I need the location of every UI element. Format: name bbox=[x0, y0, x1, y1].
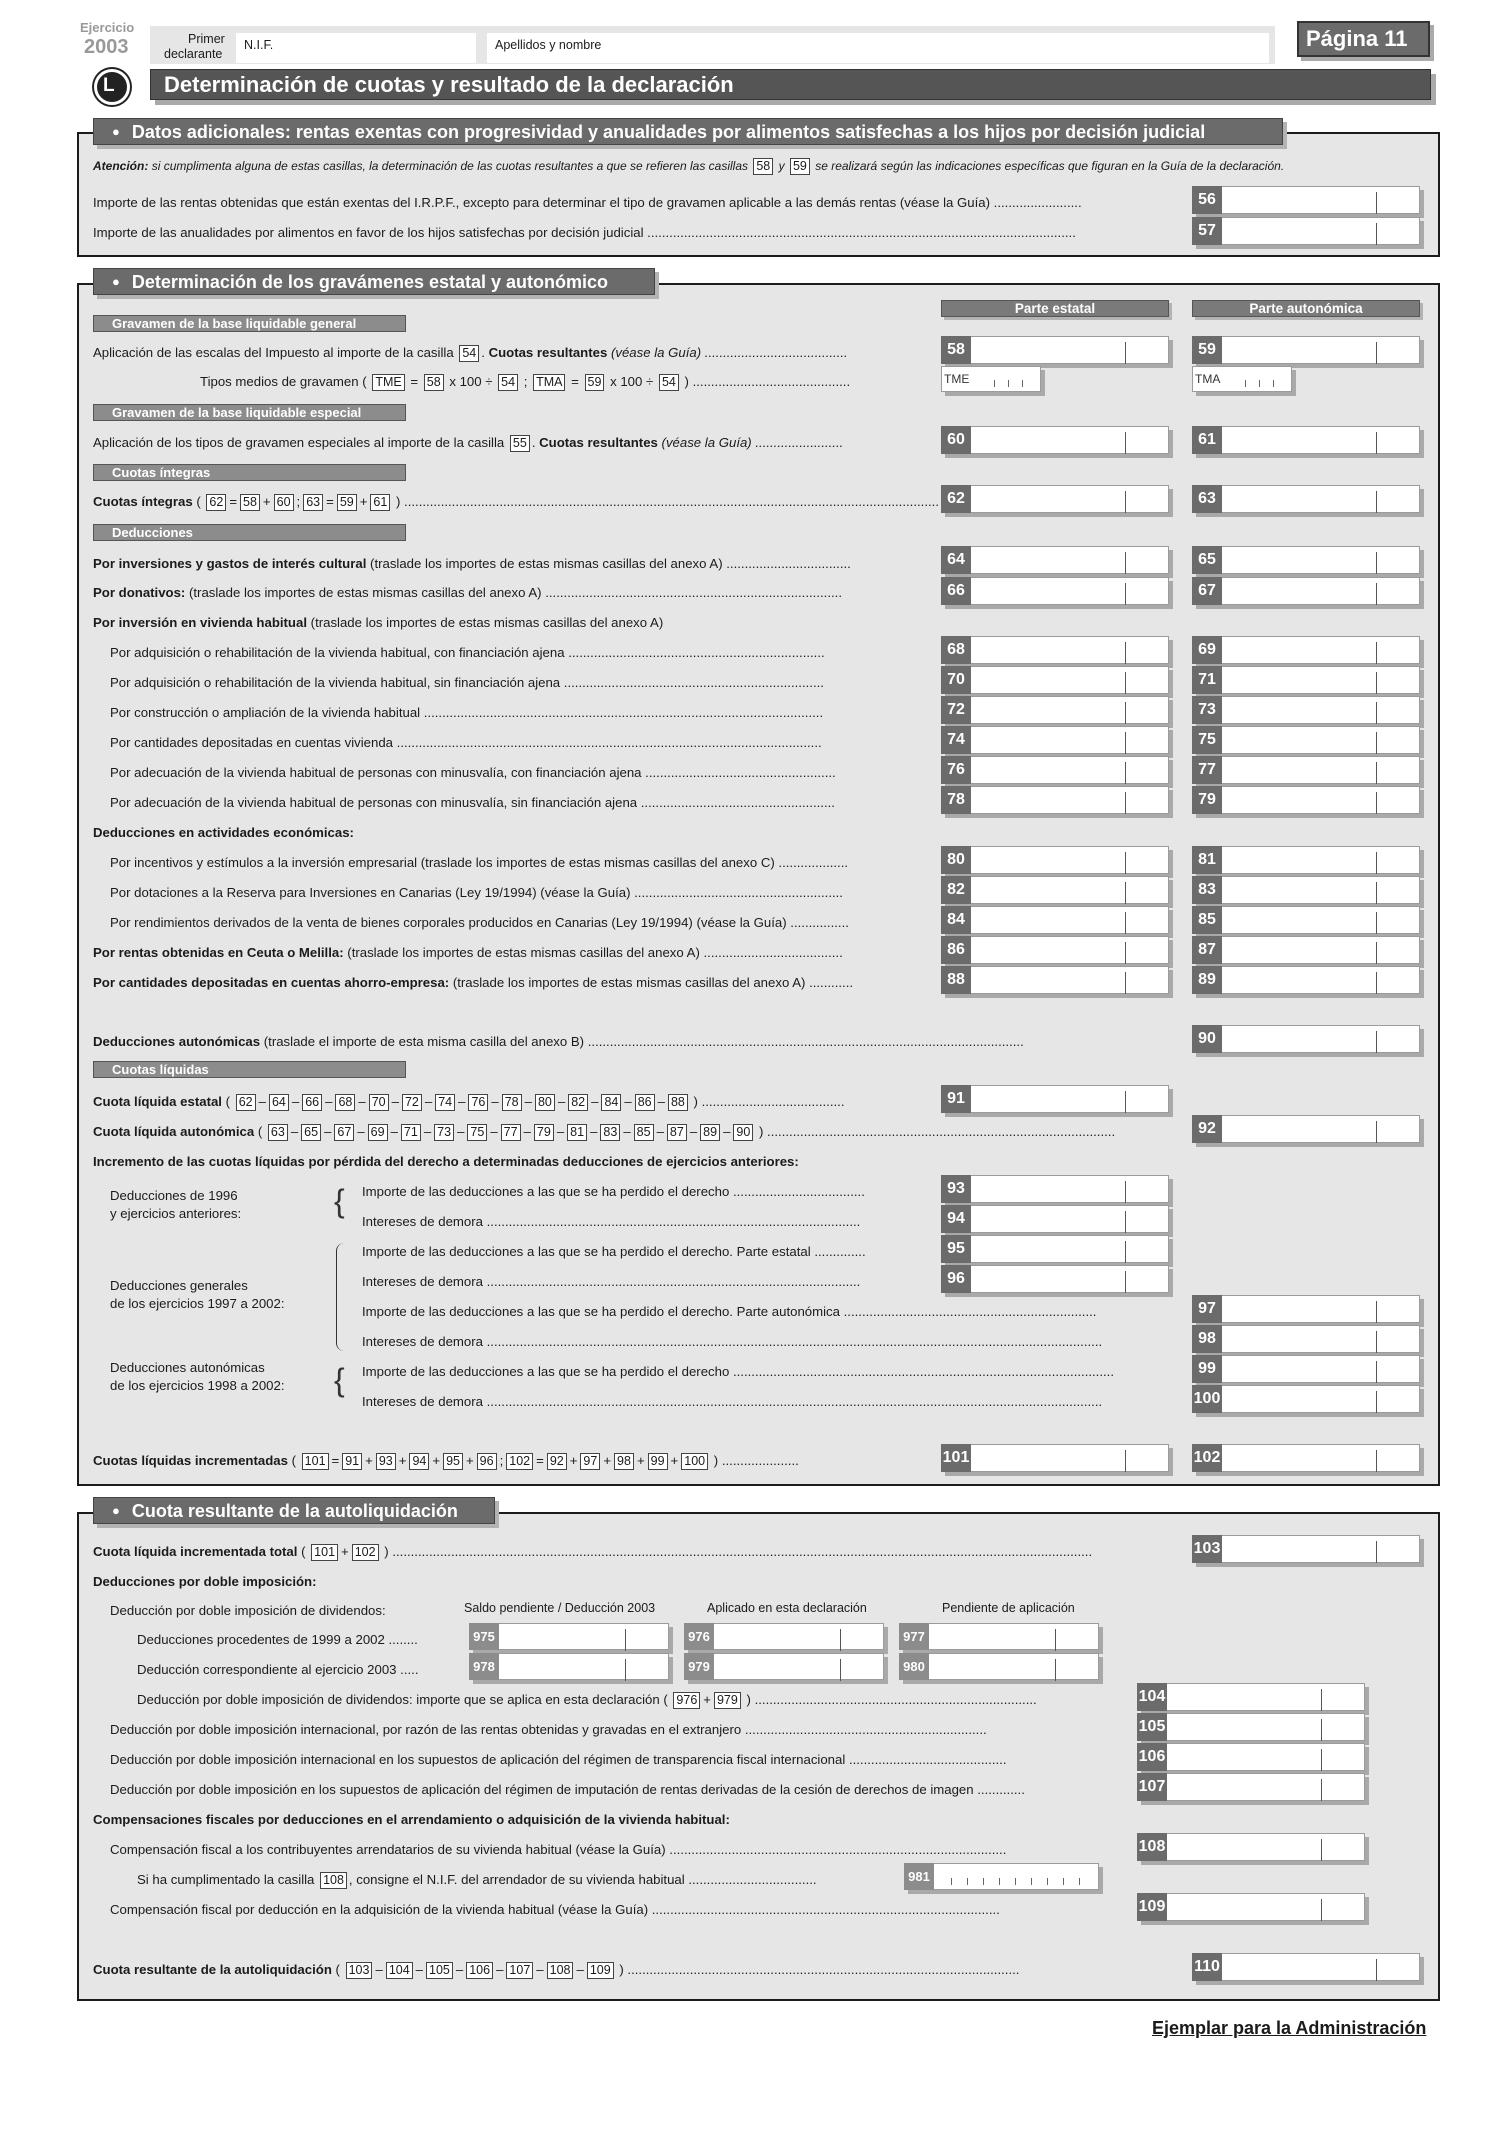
formula-box-ref: 70 bbox=[369, 1094, 389, 1111]
formula-operator: – bbox=[656, 1124, 664, 1139]
line-107-label: Deducción por doble imposición en los supuestos de aplicación del régimen de imputación de rentas derivadas de la cesión de derechos de imagen ............. bbox=[110, 1782, 1025, 1797]
formula-box-ref: 92 bbox=[547, 1453, 567, 1470]
formula-box-ref: 976 bbox=[673, 1692, 700, 1709]
formula-box-ref: 80 bbox=[535, 1094, 555, 1111]
formula-operator: + bbox=[636, 1453, 645, 1468]
apellidos-field[interactable] bbox=[487, 33, 1269, 63]
line-104-label: Deducción por doble imposición de dividendos: importe que se aplica en esta declaración ( 976 + 979 ) ............................................................................. bbox=[137, 1692, 1037, 1707]
formula-box-ref: 97 bbox=[580, 1453, 600, 1470]
formula-box-ref: 94 bbox=[409, 1453, 429, 1470]
formula-box-ref: 96 bbox=[477, 1453, 497, 1470]
formula-operator: – bbox=[358, 1094, 366, 1109]
line-72-label: Por construcción o ampliación de la vivienda habitual ............................................................................................................. bbox=[110, 705, 824, 720]
formula-box-ref: 108 bbox=[547, 1962, 574, 1979]
box-108[interactable]: 108 bbox=[1137, 1833, 1365, 1861]
formula-operator: + bbox=[341, 1544, 349, 1559]
formula-box-ref: 98 bbox=[614, 1453, 634, 1470]
formula-operator: – bbox=[556, 1124, 565, 1139]
box-76[interactable]: 76 bbox=[941, 756, 1169, 784]
line-91-label: Cuota líquida estatal ( 62 – 64 – 66 – 68 – 70 – 72 – 74 – 76 – 78 – 80 – 82 – 84 – 86 – 88 ) ....................................... bbox=[93, 1094, 845, 1109]
formula-operator: – bbox=[455, 1962, 464, 1977]
incremento-heading: Incremento de las cuotas líquidas por pérdida del derecho a determinadas deducciones de ejercicios anteriores: bbox=[93, 1154, 799, 1169]
box-65[interactable]: 65 bbox=[1192, 546, 1420, 574]
line-84-label: Por rendimientos derivados de la venta de bienes corporales producidos en Canarias (Ley 19/1994) (véase la Guía) ................ bbox=[110, 915, 849, 930]
formula-box-ref: 88 bbox=[668, 1094, 688, 1111]
box-94[interactable]: 94 bbox=[941, 1205, 1169, 1233]
line-58-label: Aplicación de las escalas del Impuesto al importe de la casilla 54 . Cuotas resultantes (véase la Guía) ....................................... bbox=[93, 345, 848, 360]
formula-box-ref: 87 bbox=[667, 1124, 687, 1141]
formula-operator: – bbox=[657, 1094, 665, 1109]
box-87[interactable]: 87 bbox=[1192, 936, 1420, 964]
line-109-label: Compensación fiscal por deducción en la adquisición de la vivienda habitual (véase la Guía) ............................................................................................... bbox=[110, 1902, 1000, 1917]
formula-operator: – bbox=[491, 1094, 499, 1109]
line-66-label: Por donativos: (traslade los importes de estas mismas casillas del anexo A) ................................................................................. bbox=[93, 585, 842, 600]
box-91[interactable]: 91 bbox=[941, 1085, 1169, 1113]
line-106-label: Deducción por doble imposición internacional en los supuestos de aplicación del régimen de transparencia fiscal internacional ........................................... bbox=[110, 1752, 1007, 1767]
box-64[interactable]: 64 bbox=[941, 546, 1169, 574]
line-74-label: Por cantidades depositadas en cuentas vivienda .................................................................................................................... bbox=[110, 735, 822, 750]
box-75[interactable]: 75 bbox=[1192, 726, 1420, 754]
group-brace-1: { bbox=[334, 1183, 345, 1219]
apellidos-label: Apellidos y nombre bbox=[495, 38, 602, 52]
formula-box-ref: 86 bbox=[635, 1094, 655, 1111]
formula-operator: – bbox=[325, 1094, 333, 1109]
row-978-label: Deducción correspondiente al ejercicio 2003 ..... bbox=[137, 1662, 419, 1677]
box-98[interactable]: 98 bbox=[1192, 1325, 1420, 1353]
box-101[interactable]: 101 bbox=[941, 1444, 1169, 1472]
band-deducciones: Deducciones bbox=[93, 524, 406, 541]
formula-box-ref: 77 bbox=[501, 1124, 521, 1141]
group-1996-a: Deducciones de 1996 bbox=[110, 1188, 238, 1203]
formula-box-ref: 109 bbox=[587, 1962, 614, 1979]
box-60[interactable]: 60 bbox=[941, 426, 1169, 454]
line-98-label: Intereses de demora ........................................................................................................................................................................ bbox=[362, 1334, 1103, 1349]
box-67[interactable]: 67 bbox=[1192, 577, 1420, 605]
box-81[interactable]: 81 bbox=[1192, 846, 1420, 874]
band-general: Gravamen de la base liquidable general bbox=[93, 315, 406, 332]
row-975-label: Deducciones procedentes de 1999 a 2002 ........ bbox=[137, 1632, 418, 1647]
formula-operator: – bbox=[458, 1094, 466, 1109]
col-parte-estatal: Parte estatal bbox=[941, 300, 1169, 317]
line-97-label: Importe de las deducciones a las que se ha perdido el derecho. Parte autonómica ..................................................................... bbox=[362, 1304, 1097, 1319]
box-96[interactable]: 96 bbox=[941, 1265, 1169, 1293]
formula-operator: + bbox=[670, 1453, 679, 1468]
formula-box-ref: 58 bbox=[240, 494, 260, 511]
box-85[interactable]: 85 bbox=[1192, 906, 1420, 934]
formula-box-ref: 62 bbox=[206, 494, 226, 511]
box-93[interactable]: 93 bbox=[941, 1175, 1169, 1203]
formula-operator: – bbox=[524, 1094, 532, 1109]
formula-operator: – bbox=[576, 1962, 584, 1977]
band-liquidas: Cuotas líquidas bbox=[93, 1061, 406, 1078]
box-99[interactable]: 99 bbox=[1192, 1355, 1420, 1383]
formula-box-ref: 85 bbox=[634, 1124, 654, 1141]
formula-box-ref: 68 bbox=[335, 1094, 355, 1111]
box-100[interactable]: 100 bbox=[1192, 1385, 1420, 1413]
band-especial: Gravamen de la base liquidable especial bbox=[93, 404, 406, 421]
declarante-label: declarante bbox=[164, 47, 223, 61]
section-letter: L bbox=[103, 75, 115, 96]
page-title: Determinación de cuotas y resultado de la declaración bbox=[164, 72, 734, 97]
col-aplicado: Aplicado en esta declaración bbox=[707, 1601, 867, 1615]
formula-operator: = bbox=[331, 1453, 340, 1468]
box-88[interactable]: 88 bbox=[941, 966, 1169, 994]
box-92[interactable]: 92 bbox=[1192, 1115, 1420, 1143]
formula-box-ref: 69 bbox=[368, 1124, 388, 1141]
formula-operator: – bbox=[357, 1124, 365, 1139]
line-57-label: Importe de las anualidades por alimentos en favor de los hijos satisfechas por decisión judicial ..................................................................................................................... bbox=[93, 225, 1076, 240]
box-70[interactable]: 70 bbox=[941, 666, 1169, 694]
formula-e92 bbox=[266, 1124, 755, 1139]
box-tma[interactable]: TMA bbox=[1192, 366, 1292, 392]
formula-int bbox=[204, 494, 392, 509]
formula-box-ref: 101 bbox=[302, 1453, 329, 1470]
box-104[interactable]: 104 bbox=[1137, 1683, 1365, 1711]
line-108-label: Compensación fiscal a los contribuyentes arrendatarios de su vivienda habitual (véase la Guía) ............................................................................................ bbox=[110, 1842, 1007, 1857]
formula-box-ref: 106 bbox=[466, 1962, 493, 1979]
formula-box-ref: 59 bbox=[337, 494, 357, 511]
formula-operator: – bbox=[557, 1094, 566, 1109]
box-77[interactable]: 77 bbox=[1192, 756, 1420, 784]
line-82-label: Por dotaciones a la Reserva para Inversiones en Canarias (Ley 19/1994) (véase la Guía) ......................................................... bbox=[110, 885, 843, 900]
formula-operator: + bbox=[432, 1453, 441, 1468]
box-62[interactable]: 62 bbox=[941, 485, 1169, 513]
formula-box-ref: 979 bbox=[714, 1692, 741, 1709]
formula-e104 bbox=[671, 1692, 742, 1707]
formula-box-ref: 90 bbox=[733, 1124, 753, 1141]
formula-operator: = bbox=[229, 494, 238, 509]
formula-box-ref: 74 bbox=[435, 1094, 455, 1111]
line-76-label: Por adecuación de la vivienda habitual de personas con minusvalía, con financiación ajena .................................................... bbox=[110, 765, 836, 780]
line-94-label: Intereses de demora ...................................................................................................... bbox=[362, 1214, 861, 1229]
formula-box-ref: 72 bbox=[402, 1094, 422, 1111]
formula-box-ref: 78 bbox=[502, 1094, 522, 1111]
actividades-heading: Deducciones en actividades económicas: bbox=[93, 825, 354, 840]
formula-operator: + bbox=[262, 494, 271, 509]
formula-box-ref: 95 bbox=[443, 1453, 463, 1470]
line-80-label: Por incentivos y estímulos a la inversión empresarial (traslade los importes de estas mismas casillas del anexo C) ................... bbox=[110, 855, 849, 870]
box-66[interactable]: 66 bbox=[941, 577, 1169, 605]
formula-box-ref: 75 bbox=[467, 1124, 487, 1141]
section-1-title: ● Datos adicionales: rentas exentas con progresividad y anualidades por alimentos satisfechas a los hijos por decisión judicial bbox=[93, 118, 1283, 145]
formula-box-ref: 63 bbox=[268, 1124, 288, 1141]
formula-operator: – bbox=[591, 1094, 599, 1109]
formula-box-ref: 65 bbox=[301, 1124, 321, 1141]
box-56[interactable]: 56 bbox=[1192, 186, 1420, 214]
formula-operator: + bbox=[569, 1453, 578, 1468]
box-58[interactable]: 58 bbox=[941, 336, 1169, 364]
box-82[interactable]: 82 bbox=[941, 876, 1169, 904]
box-981[interactable]: 981 bbox=[904, 1863, 1099, 1890]
formula-operator: ; bbox=[499, 1453, 504, 1468]
formula-box-ref: 91 bbox=[342, 1453, 362, 1470]
box-63[interactable]: 63 bbox=[1192, 485, 1420, 513]
formula-operator: – bbox=[391, 1094, 399, 1109]
line-70-label: Por adquisición o rehabilitación de la vivienda habitual, sin financiación ajena ....................................................................... bbox=[110, 675, 824, 690]
box-980[interactable]: 980 bbox=[899, 1653, 1099, 1680]
formula-box-ref: 63 bbox=[303, 494, 323, 511]
line-90-label: Deducciones autonómicas (traslade el importe de esta misma casilla del anexo B) ....................................................................................................................... bbox=[93, 1034, 1024, 1049]
group-1996-b: y ejercicios anteriores: bbox=[110, 1206, 242, 1221]
box-79[interactable]: 79 bbox=[1192, 786, 1420, 814]
box-84[interactable]: 84 bbox=[941, 906, 1169, 934]
formula-box-ref: 62 bbox=[236, 1094, 256, 1111]
box-90[interactable]: 90 bbox=[1192, 1025, 1420, 1053]
formula-box-ref: 93 bbox=[376, 1453, 396, 1470]
formula-operator: + bbox=[703, 1692, 711, 1707]
primer-label: Primer bbox=[188, 32, 225, 46]
line-99-label: Importe de las deducciones a las que se ha perdido el derecho ........................................................................................................ bbox=[362, 1364, 1115, 1379]
line-60-label: Aplicación de los tipos de gravamen especiales al importe de la casilla 55 . Cuotas resultantes (véase la Guía) ........................ bbox=[93, 435, 844, 450]
formula-operator: ; bbox=[296, 494, 301, 509]
formula-box-ref: 99 bbox=[648, 1453, 668, 1470]
vivienda-heading: Por inversión en vivienda habitual (traslade los importes de estas mismas casillas del anexo A) bbox=[93, 615, 664, 630]
formula-box-ref: 66 bbox=[302, 1094, 322, 1111]
formula-box-ref: 71 bbox=[401, 1124, 421, 1141]
col-pendiente: Pendiente de aplicación bbox=[942, 1601, 1075, 1615]
formula-operator: – bbox=[623, 1124, 631, 1139]
box-105[interactable]: 105 bbox=[1137, 1713, 1365, 1741]
line-981-label: Si ha cumplimentado la casilla 108 , consigne el N.I.F. del arrendador de su vivienda habitual ................................... bbox=[137, 1872, 817, 1887]
formula-operator: – bbox=[523, 1124, 531, 1139]
formula-operator: – bbox=[390, 1124, 398, 1139]
box-977[interactable]: 977 bbox=[899, 1623, 1099, 1650]
formula-box-ref: 104 bbox=[386, 1962, 413, 1979]
formula-e103 bbox=[309, 1544, 380, 1559]
group-autonomicas-a: Deducciones autonómicas bbox=[110, 1360, 265, 1375]
line-101-label: Cuotas líquidas incrementadas ( 101 = 91 + 93 + 94 + 95 + 96 ; 102 = 92 + 97 + 98 + 99 + 100 ) ..................... bbox=[93, 1453, 799, 1468]
group-autonomicas-b: de los ejercicios 1998 a 2002: bbox=[110, 1378, 285, 1393]
line-78-label: Por adecuación de la vivienda habitual de personas con minusvalía, sin financiación ajena ..................................................... bbox=[110, 795, 835, 810]
box-57[interactable]: 57 bbox=[1192, 217, 1420, 245]
formula-box-ref: 101 bbox=[311, 1544, 338, 1561]
formula-operator: + bbox=[465, 1453, 474, 1468]
formula-operator: – bbox=[590, 1124, 598, 1139]
formula-operator: – bbox=[291, 1094, 300, 1109]
formula-operator: – bbox=[536, 1962, 544, 1977]
formula-e110 bbox=[344, 1962, 616, 1977]
group-generales-b: de los ejercicios 1997 a 2002: bbox=[110, 1296, 285, 1311]
group-brace-3: { bbox=[334, 1362, 345, 1398]
line-92-label: Cuota líquida autonómica ( 63 – 65 – 67 – 69 – 71 – 73 – 75 – 77 – 79 – 81 – 83 – 85 – 87 – 89 – 90 ) ............................................................................................... bbox=[93, 1124, 1116, 1139]
formula-operator: – bbox=[424, 1094, 433, 1109]
box-97[interactable]: 97 bbox=[1192, 1295, 1420, 1323]
box-89[interactable]: 89 bbox=[1192, 966, 1420, 994]
compensaciones-heading: Compensaciones fiscales por deducciones en el arrendamiento o adquisición de la vivienda habitual: bbox=[93, 1812, 730, 1827]
dividendos-label: Deducción por doble imposición de dividendos: bbox=[110, 1603, 386, 1618]
formula-box-ref: 76 bbox=[468, 1094, 488, 1111]
doble-imposicion-heading: Deducciones por doble imposición: bbox=[93, 1574, 317, 1589]
formula-box-ref: 100 bbox=[681, 1453, 708, 1470]
formula-operator: – bbox=[490, 1124, 498, 1139]
formula-box-ref: 102 bbox=[352, 1544, 379, 1561]
box-978[interactable]: 978 bbox=[469, 1653, 669, 1680]
box-86[interactable]: 86 bbox=[941, 936, 1169, 964]
box-107[interactable]: 107 bbox=[1137, 1773, 1365, 1801]
formula-operator: + bbox=[365, 1453, 373, 1468]
formula-operator: – bbox=[457, 1124, 465, 1139]
formula-operator: – bbox=[723, 1124, 731, 1139]
formula-operator: = bbox=[536, 1453, 544, 1468]
formula-e101 bbox=[300, 1453, 710, 1468]
formula-operator: – bbox=[258, 1094, 266, 1109]
line-105-label: Deducción por doble imposición internacional, por razón de las rentas obtenidas y gravadas en el extranjero .................................................................. bbox=[110, 1722, 987, 1737]
formula-operator: – bbox=[496, 1962, 504, 1977]
ejemplar-label: Ejemplar para la Administración bbox=[1152, 2018, 1427, 2038]
formula-box-ref: 61 bbox=[370, 494, 390, 511]
ejercicio-label: Ejercicio bbox=[80, 20, 135, 35]
formula-box-ref: 82 bbox=[568, 1094, 588, 1111]
col-parte-autonomica: Parte autonómica bbox=[1192, 300, 1420, 317]
formula-box-ref: 60 bbox=[274, 494, 294, 511]
box-95[interactable]: 95 bbox=[941, 1235, 1169, 1263]
box-80[interactable]: 80 bbox=[941, 846, 1169, 874]
line-93-label: Importe de las deducciones a las que se ha perdido el derecho .................................... bbox=[362, 1184, 865, 1199]
formula-box-ref: 107 bbox=[506, 1962, 533, 1979]
atencion-note: Atención: si cumplimenta alguna de estas casillas, la determinación de las cuotas resultantes a que se refieren las casillas 58 y 59 se realizará según las indicaciones específicas que figuran en la Guía de la declaración. bbox=[93, 159, 1285, 173]
line-64-label: Por inversiones y gastos de interés cultural (traslade los importes de estas mismas casillas del anexo A) .................................. bbox=[93, 556, 851, 571]
formula-operator: – bbox=[415, 1962, 424, 1977]
col-saldo-pendiente: Saldo pendiente / Deducción 2003 bbox=[464, 1601, 656, 1615]
nif-label: N.I.F. bbox=[244, 38, 274, 52]
box-103[interactable]: 103 bbox=[1192, 1535, 1420, 1563]
section-3-title: ● Cuota resultante de la autoliquidación bbox=[93, 1497, 495, 1524]
tipos-medios-label: Tipos medios de gravamen ( TME = 58 x 100 ÷ 54 ; TMA = 59 x 100 ÷ 54 ) ........................................... bbox=[200, 374, 851, 389]
formula-operator: – bbox=[375, 1962, 383, 1977]
box-61[interactable]: 61 bbox=[1192, 426, 1420, 454]
box-976[interactable]: 976 bbox=[684, 1623, 884, 1650]
formula-box-ref: 64 bbox=[269, 1094, 289, 1111]
formula-box-ref: 89 bbox=[700, 1124, 720, 1141]
formula-operator: – bbox=[324, 1124, 332, 1139]
formula-operator: – bbox=[624, 1094, 632, 1109]
line-95-label: Importe de las deducciones a las que se ha perdido el derecho. Parte estatal .............. bbox=[362, 1244, 866, 1259]
box-71[interactable]: 71 bbox=[1192, 666, 1420, 694]
formula-box-ref: 102 bbox=[506, 1453, 533, 1470]
box-979[interactable]: 979 bbox=[684, 1653, 884, 1680]
formula-operator: – bbox=[423, 1124, 432, 1139]
formula-operator: + bbox=[398, 1453, 407, 1468]
box-59[interactable]: 59 bbox=[1192, 336, 1420, 364]
formula-operator: + bbox=[603, 1453, 612, 1468]
box-106[interactable]: 106 bbox=[1137, 1743, 1365, 1771]
formula-operator: + bbox=[359, 494, 368, 509]
line-86-label: Por rentas obtenidas en Ceuta o Melilla: (traslade los importes de estas mismas casillas del anexo A) ...................................... bbox=[93, 945, 843, 960]
section-2-title: ● Determinación de los gravámenes estatal y autonómico bbox=[93, 268, 655, 295]
formula-box-ref: 81 bbox=[567, 1124, 587, 1141]
formula-box-ref: 105 bbox=[426, 1962, 453, 1979]
line-103-label: Cuota líquida incrementada total ( 101 + 102 ) ............................................................................................................................................................................................... bbox=[93, 1544, 1093, 1559]
formula-operator: – bbox=[689, 1124, 698, 1139]
group-brace-2 bbox=[336, 1243, 344, 1351]
formula-box-ref: 73 bbox=[434, 1124, 454, 1141]
group-generales-a: Deducciones generales bbox=[110, 1278, 248, 1293]
formula-operator: = bbox=[326, 494, 334, 509]
line-96-label: Intereses de demora ...................................................................................................... bbox=[362, 1274, 861, 1289]
formula-e91 bbox=[234, 1094, 690, 1109]
line-56-label: Importe de las rentas obtenidas que están exentas del I.R.P.F., excepto para determinar el tipo de gravamen aplicable a las demás rentas (véase la Guía) ........................ bbox=[93, 195, 1082, 210]
box-73[interactable]: 73 bbox=[1192, 696, 1420, 724]
box-72[interactable]: 72 bbox=[941, 696, 1169, 724]
box-110[interactable]: 110 bbox=[1192, 1953, 1420, 1981]
box-109[interactable]: 109 bbox=[1137, 1893, 1365, 1921]
line-110-label: Cuota resultante de la autoliquidación ( 103 – 104 – 105 – 106 – 107 – 108 – 109 ) ........................................................................................................... bbox=[93, 1962, 1020, 1977]
line-88-label: Por cantidades depositadas en cuentas ahorro-empresa: (traslade los importes de estas mismas casillas del anexo A) ............ bbox=[93, 975, 854, 990]
box-tme[interactable]: TME bbox=[941, 366, 1041, 392]
box-102[interactable]: 102 bbox=[1192, 1444, 1420, 1472]
formula-box-ref: 67 bbox=[334, 1124, 354, 1141]
box-975[interactable]: 975 bbox=[469, 1623, 669, 1650]
line-68-label: Por adquisición o rehabilitación de la vivienda habitual, con financiación ajena ...................................................................... bbox=[110, 645, 825, 660]
page-number: Página 11 bbox=[1306, 26, 1408, 51]
formula-box-ref: 84 bbox=[601, 1094, 621, 1111]
formula-box-ref: 103 bbox=[346, 1962, 373, 1979]
line-100-label: Intereses de demora ........................................................................................................................................................................ bbox=[362, 1394, 1103, 1409]
box-68[interactable]: 68 bbox=[941, 636, 1169, 664]
formula-operator: – bbox=[290, 1124, 299, 1139]
box-78[interactable]: 78 bbox=[941, 786, 1169, 814]
box-83[interactable]: 83 bbox=[1192, 876, 1420, 904]
line-62-label: Cuotas íntegras ( 62 = 58 + 60 ; 63 = 59 + 61 ) .................................................................................................................................................. bbox=[93, 494, 939, 509]
year-label: 2003 bbox=[84, 36, 129, 58]
formula-box-ref: 79 bbox=[534, 1124, 554, 1141]
box-74[interactable]: 74 bbox=[941, 726, 1169, 754]
box-69[interactable]: 69 bbox=[1192, 636, 1420, 664]
band-integras: Cuotas íntegras bbox=[93, 464, 406, 481]
formula-box-ref: 83 bbox=[600, 1124, 620, 1141]
